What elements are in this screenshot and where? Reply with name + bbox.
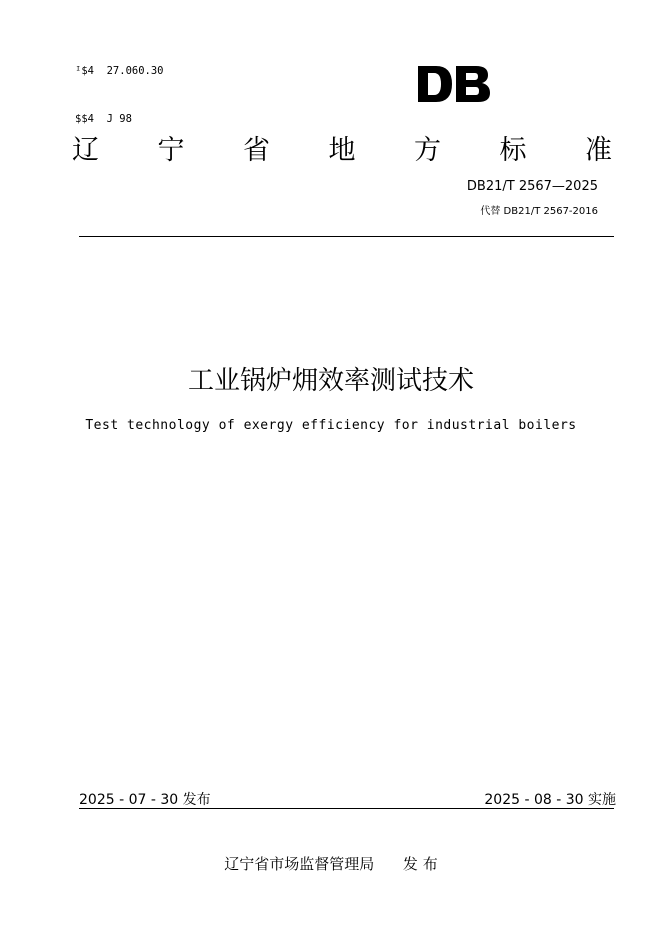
db-logo-letter-b — [456, 66, 490, 102]
region-char: 宁 — [157, 135, 185, 166]
footer-divider — [79, 808, 614, 809]
issuer-name: 辽宁省市场监督管理局 — [224, 855, 375, 873]
standard-code: DB21/T 2567—2025 — [466, 179, 598, 194]
header-divider — [79, 236, 614, 237]
db-logo-text: DB — [454, 100, 456, 101]
issue-word: 发 布 — [402, 855, 438, 873]
classification-codes — [75, 31, 164, 143]
region-char: 方 — [414, 135, 441, 166]
region-standard-title — [72, 128, 612, 167]
region-char: 地 — [328, 135, 356, 166]
replaces-code: 代替 DB21/T 2567-2016 — [480, 206, 598, 217]
ics-code: ᴵ$4 27.060.30 — [75, 65, 164, 77]
region-char: 准 — [585, 135, 612, 166]
ccs-code: $$4 J 98 — [75, 113, 132, 125]
issuer-line — [0, 853, 662, 874]
document-title-chinese: 工业锅炉㶲效率测试技术 — [187, 366, 474, 396]
region-char: 辽 — [72, 135, 99, 166]
issue-date: 2025 - 07 - 30 发布 — [79, 792, 211, 808]
document-title-english: Test technology of exergy efficiency for industrial boilers — [85, 418, 577, 433]
region-char: 省 — [243, 135, 270, 166]
implementation-date: 2025 - 08 - 30 实施 — [484, 792, 616, 808]
region-char: 标 — [499, 135, 527, 166]
db-logo — [418, 66, 490, 102]
db-logo-letter-d — [418, 66, 452, 102]
